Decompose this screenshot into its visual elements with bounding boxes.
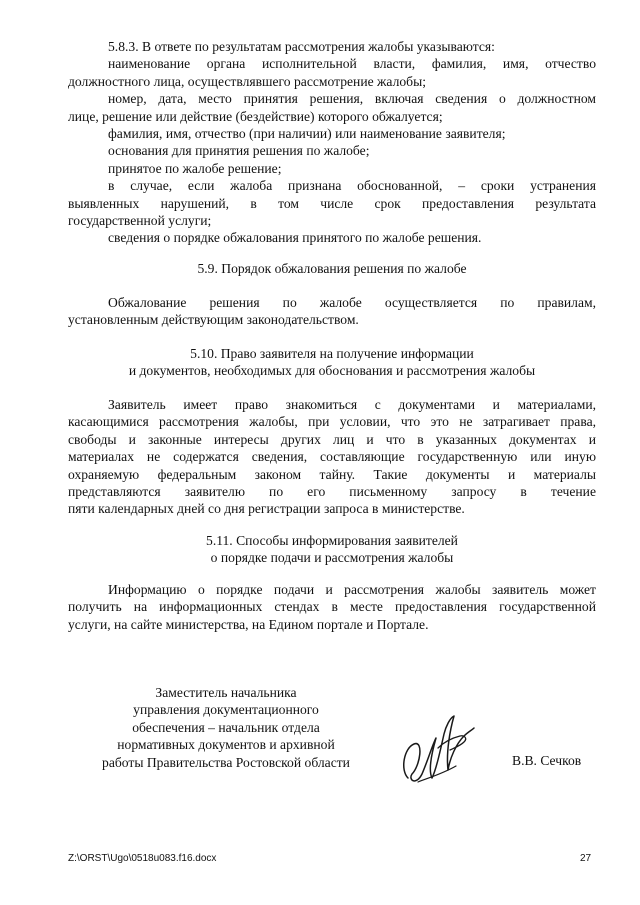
paragraph-line: пяти календарных дней со дня регистрации запроса в министерстве. (68, 501, 465, 517)
page-number: 27 (580, 853, 592, 864)
section-5-10-body (68, 396, 596, 518)
paragraph-line: установленным действующим законодательством. (68, 312, 359, 328)
paragraph-line: Информацию о порядке подачи и рассмотрения жалобы заявитель может (108, 582, 596, 597)
section-heading: о порядке подачи и рассмотрения жалобы (210, 550, 454, 566)
signer-title-line: управления документационного (133, 702, 319, 718)
paragraph-line: в случае, если жалоба признана обоснованной, – сроки устранения (108, 178, 596, 194)
handwritten-signature (398, 708, 478, 794)
paragraph-line: фамилия, имя, отчество (при наличии) или наименование заявителя; (108, 126, 506, 142)
paragraph-line: сведения о порядке обжалования принятого по жалобе решения. (108, 230, 482, 246)
signer-title-line: Заместитель начальника (155, 685, 297, 700)
paragraph-line: материалах не содержатся сведения, составляющие государственную или иную (68, 449, 596, 465)
paragraph-line: наименование органа исполнительной власти, фамилия, имя, отчество (108, 56, 596, 72)
section-heading: 5.11. Способы информирования заявителей (206, 533, 458, 548)
signer-title (96, 684, 356, 771)
paragraph-line: получить на информационных стендах в месте предоставления государственной (68, 599, 596, 615)
section-5-11-body (68, 581, 596, 633)
paragraph-line: услуги, на сайте министерства, на Едином портале и Портале. (68, 616, 429, 632)
paragraph-line: представляются заявителю по его письменному запросу в течение (68, 484, 596, 500)
paragraph-line: должностного лица, осуществлявшего рассмотрение жалобы; (68, 73, 426, 89)
footer-file-path: Z:\ORST\Ugo\0518u083.f16.docx (68, 853, 217, 864)
section-5-9-body (68, 294, 596, 329)
paragraph-line: выявленных нарушений, в том числе срок предоставления результата (68, 195, 596, 211)
paragraph-line: свободы и законные интересы других лиц и что в указанных документах и (68, 431, 596, 447)
paragraph-line: охраняемую федеральным законом тайну. Такие документы и материалы (68, 466, 596, 482)
paragraph-line: Заявитель имеет право знакомиться с документами и материалами, (108, 397, 596, 412)
paragraph-line: номер, дата, место принятия решения, включая сведения о должностном (108, 91, 596, 107)
signer-title-line: нормативных документов и архивной (117, 737, 335, 753)
section-heading: 5.9. Порядок обжалования решения по жалобе (197, 261, 467, 276)
paragraph-line: касающимися рассмотрения жалобы, при условии, что это не затрагивает права, (68, 414, 596, 430)
signer-title-line: обеспечения – начальник отдела (132, 719, 320, 735)
paragraph-line: принятое по жалобе решение; (108, 160, 282, 176)
section-5-8-3 (68, 38, 596, 247)
signer-name: В.В. Сечков (512, 753, 582, 768)
paragraph-line: государственной услуги; (68, 213, 212, 229)
section-heading: и документов, необходимых для обоснования и рассмотрения жалобы (128, 363, 536, 379)
section-5-11-heading (68, 532, 596, 567)
paragraph-line: основания для принятия решения по жалобе; (108, 143, 370, 159)
section-5-9-heading (68, 260, 596, 277)
paragraph-line: 5.8.3. В ответе по результатам рассмотрения жалобы указываются: (108, 39, 495, 54)
section-heading: 5.10. Право заявителя на получение информации (190, 346, 474, 361)
section-5-10-heading (68, 345, 596, 380)
paragraph-line: лице, решение или действие (бездействие) которого обжалуется; (68, 108, 443, 124)
signer-title-line: работы Правительства Ростовской области (102, 754, 350, 770)
paragraph-line: Обжалование решения по жалобе осуществляется по правилам, (108, 295, 596, 310)
